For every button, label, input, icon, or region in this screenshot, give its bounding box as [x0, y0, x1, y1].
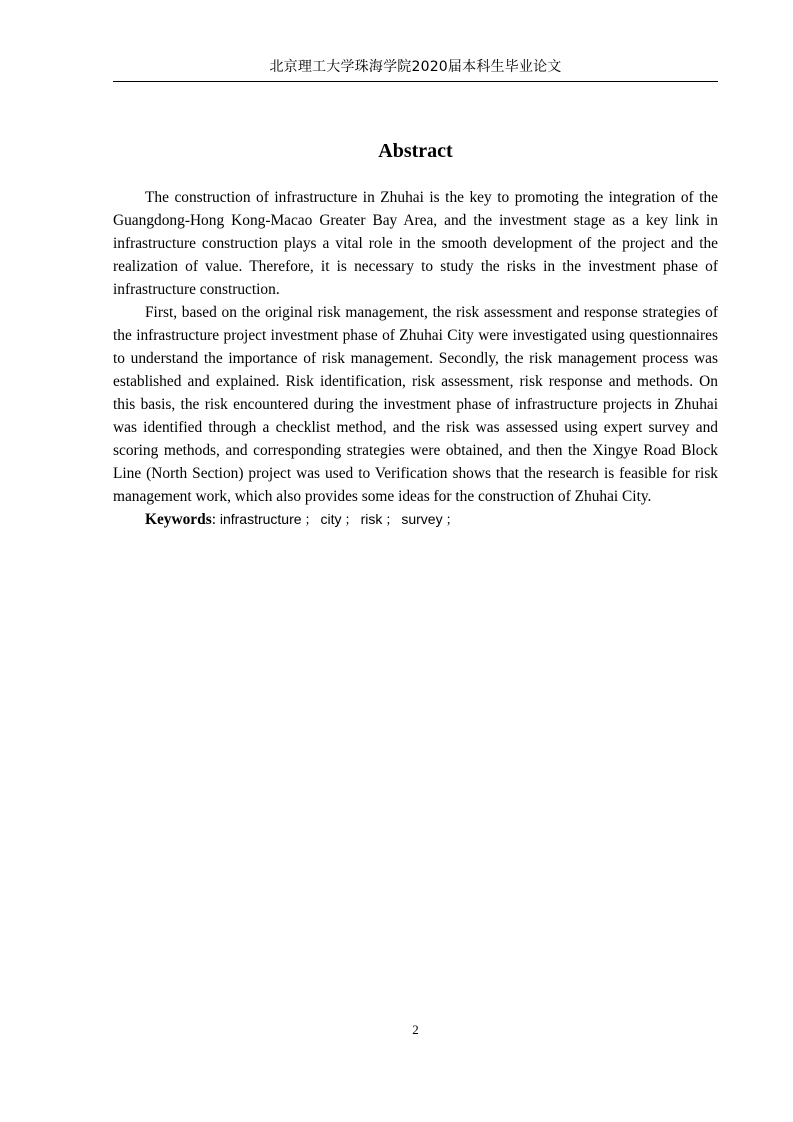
keywords-label: Keywords: [145, 511, 212, 528]
page-number: 2: [412, 1022, 419, 1037]
header-divider: [113, 81, 718, 82]
keyword-separator: ；: [304, 513, 318, 528]
keyword-separator: ；: [344, 513, 358, 528]
abstract-paragraph-1: The construction of infrastructure in Zhuhai is the key to promoting the integration of the Guangdong-Hong Kong-Macao Greater Bay Area, and the investment stage as a key link in infrastructure construction plays a vital role in the smooth development of the project and the realization of value. Therefore, it is necessary to study the risks in the investment phase of infrastructure construction.: [113, 189, 718, 298]
abstract-body: [113, 186, 718, 532]
abstract-title: Abstract: [378, 140, 453, 162]
keyword-separator: ；: [445, 513, 459, 528]
keywords-line: [113, 508, 718, 532]
abstract-paragraph-2: First, based on the original risk management, the risk assessment and response strategies of the infrastructure project investment phase of Zhuhai City were investigated using questionnaires to understand the importance of risk management. Secondly, the risk management process was established and explained. Risk identification, risk assessment, risk response and methods. On this basis, the risk encountered during the investment phase of infrastructure projects in Zhuhai was identified through a checklist method, and the risk was assessed using expert survey and scoring methods, and corresponding strategies were obtained, and then the Xingye Road Block Line (North Section) project was used to Verification shows that the research is feasible for risk management work, which also provides some ideas for the construction of Zhuhai City.: [113, 304, 718, 505]
keyword-item: risk: [360, 511, 383, 527]
keyword-item: infrastructure: [219, 511, 302, 527]
keywords-colon: :: [211, 511, 220, 528]
running-header-title: 北京理工大学珠海学院2020届本科生毕业论文: [269, 59, 562, 75]
keyword-separator: ；: [385, 513, 399, 528]
keyword-item: city: [320, 511, 342, 527]
keyword-item: survey: [401, 511, 443, 527]
